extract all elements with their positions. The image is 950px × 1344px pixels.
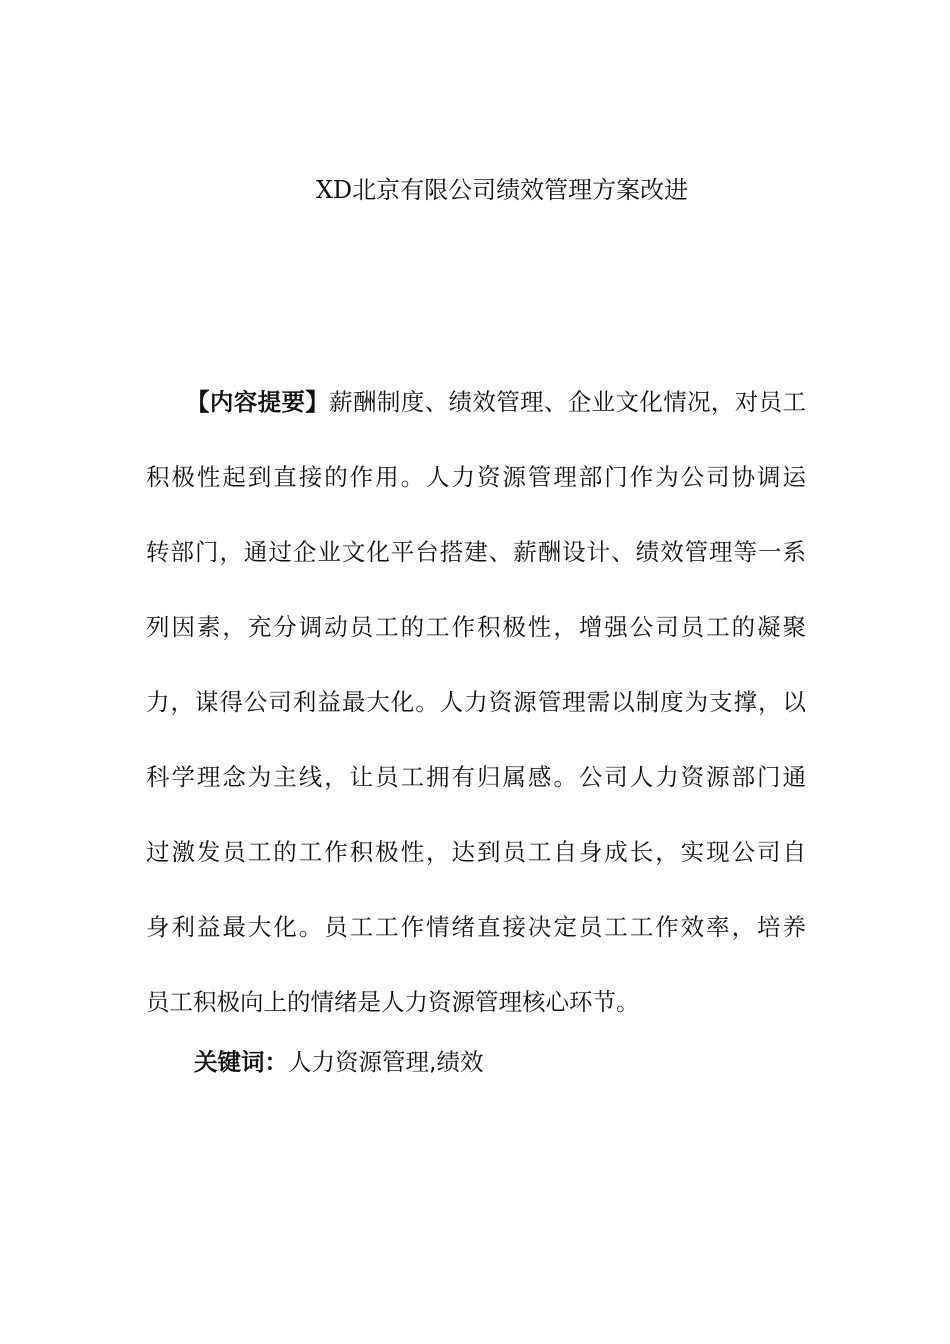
keywords-value: 人力资源管理,绩效 (288, 1048, 484, 1076)
abstract-label: 【内容提要】 (186, 388, 330, 416)
abstract-line-9: 员工积极向上的情绪是人力资源管理核心环节。 (146, 988, 640, 1016)
abstract-line-4: 列因素，充分调动员工的工作积极性，增强公司员工的凝聚 (146, 613, 806, 641)
abstract-line-1 (186, 384, 806, 420)
abstract-line-5: 力，谋得公司利益最大化。人力资源管理需以制度为支撑，以 (146, 688, 806, 716)
abstract-line-3: 转部门，通过企业文化平台搭建、薪酬设计、绩效管理等一系 (146, 538, 806, 566)
abstract-line-7: 过激发员工的工作积极性，达到员工自身成长，实现公司自 (146, 838, 806, 866)
abstract-text: 薪酬制度、绩效管理、企业文化情况，对员工 (329, 388, 807, 416)
keywords (194, 1044, 483, 1080)
keywords-label: 关键词： (194, 1048, 288, 1076)
document-title: XD北京有限公司绩效管理方案改进 (315, 176, 689, 204)
abstract-line-8: 身利益最大化。员工工作情绪直接决定员工工作效率，培养 (146, 913, 806, 941)
abstract-line-2: 积极性起到直接的作用。人力资源管理部门作为公司协调运 (146, 463, 806, 491)
abstract-line-6: 科学理念为主线，让员工拥有归属感。公司人力资源部门通 (146, 763, 806, 791)
